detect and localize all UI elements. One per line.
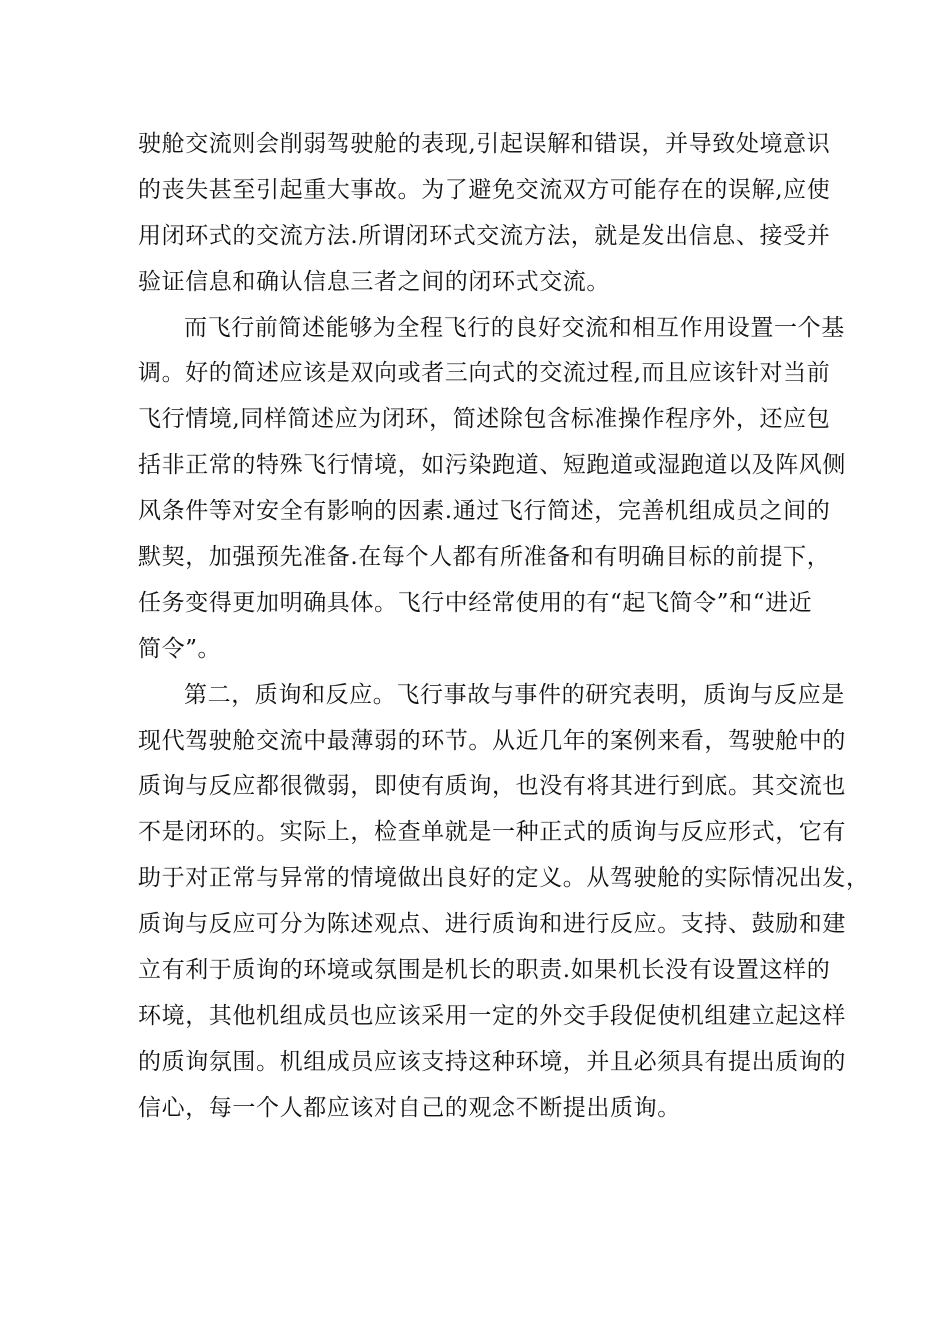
paragraph-2 (138, 306, 846, 673)
text-line: 验证信息和确认信息三者之间的闭环式交流。 (138, 268, 610, 295)
text-line: 简令”。 (138, 635, 222, 662)
text-line: 飞行情境,同样简述应为闭环，简述除包含标准操作程序外，还应包 (138, 406, 831, 433)
text-line: 用闭环式的交流方法.所谓闭环式交流方法，就是发出信息、接受并 (138, 222, 831, 249)
text-line: 驶舱交流则会削弱驾驶舱的表现,引起误解和错误，并导致处境意识 (138, 131, 831, 157)
text-line: 而飞行前简述能够为全程飞行的良好交流和相互作用设置一个基 (184, 314, 845, 341)
text-line: 任务变得更加明确具体。飞行中经常使用的有“起飞简令”和“进近 (138, 589, 813, 616)
text-line: 风条件等对安全有影响的因素.通过飞行简述，完善机组成员之间的 (138, 498, 831, 525)
text-line: 质询与反应可分为陈述观点、进行质询和进行反应。支持、鼓励和建 (138, 911, 846, 938)
text-line: 现代驾驶舱交流中最薄弱的环节。从近几年的案例来看，驾驶舱中的 (138, 727, 846, 754)
text-line: 第二，质询和反应。飞行事故与事件的研究表明，质询与反应是 (184, 681, 845, 708)
text-line: 的质询氛围。机组成员应该支持这种环境，并且必须具有提出质询的 (138, 1048, 846, 1075)
text-line: 默契，加强预先准备.在每个人都有所准备和有明确目标的前提下， (138, 544, 831, 571)
text-line: 质询与反应都很微弱，即使有质询，也没有将其进行到底。其交流也 (138, 773, 846, 800)
text-line: 的丧失甚至引起重大事故。为了避免交流双方可能存在的误解,应使 (138, 176, 831, 203)
text-line: 信心，每一个人都应该对自己的观念不断提出质询。 (138, 1094, 681, 1121)
text-line: 环境，其他机组成员也应该采用一定的外交手段促使机组建立起这样 (138, 1002, 846, 1029)
paragraph-3 (138, 673, 870, 1132)
text-line: 助于对正常与异常的情境做出良好的定义。从驾驶舱的实际情况出发， (138, 865, 870, 892)
paragraph-1 (138, 122, 831, 306)
text-line: 立有利于质询的环境或氛围是机长的职责.如果机长没有设置这样的 (138, 957, 831, 984)
text-line: 括非正常的特殊飞行情境，如污染跑道、短跑道或湿跑道以及阵风侧 (138, 452, 846, 479)
text-line: 不是闭环的。实际上，检查单就是一种正式的质询与反应形式，它有 (138, 819, 846, 846)
body-text (138, 122, 870, 1132)
text-line: 调。好的简述应该是双向或者三向式的交流过程,而且应该针对当前 (138, 360, 831, 387)
